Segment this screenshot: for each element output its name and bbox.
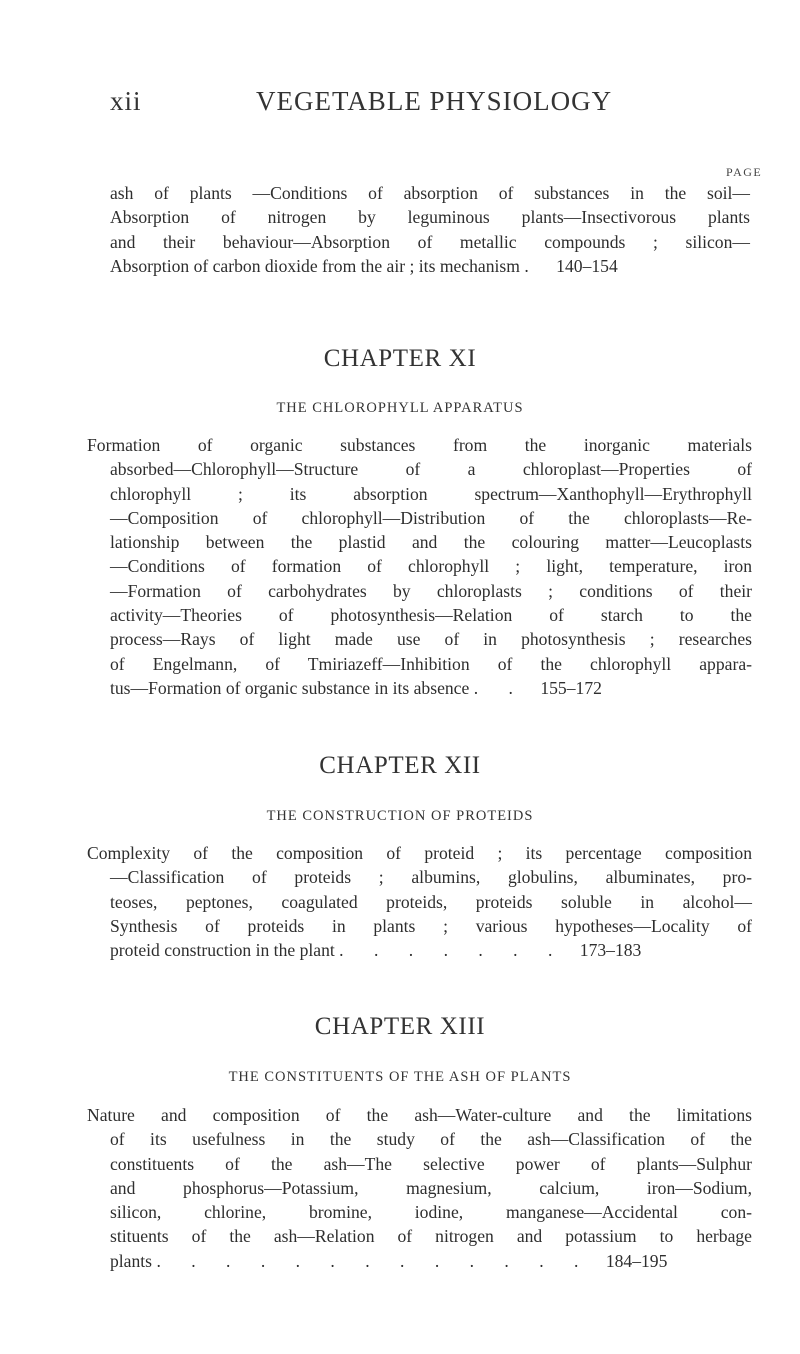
chapter-heading: CHAPTER XI xyxy=(323,345,477,372)
toc-entry-last-line xyxy=(110,676,752,700)
text-line: chlorophyll ; its absorption spectrum—Xanthophyll—Erythrophyll xyxy=(110,483,752,504)
chapter-heading: CHAPTER XII xyxy=(319,752,481,779)
page-range: 155–172 xyxy=(540,677,602,698)
dot-leader: . . . . . . . xyxy=(339,940,566,961)
toc-entry-last-line xyxy=(110,938,752,962)
chapter-heading: CHAPTER XIII xyxy=(314,1013,486,1040)
toc-entry-last-line xyxy=(110,1249,752,1273)
dot-leader: . . xyxy=(473,677,526,698)
running-title: VEGETABLE PHYSIOLOGY xyxy=(256,86,613,116)
text-line: teoses, peptones, coagulated proteids, proteids soluble in alcohol— xyxy=(110,891,752,912)
page-column-label: PAGE xyxy=(726,165,763,179)
text-line: tus—Formation of organic substance in its absence xyxy=(110,677,470,698)
continuation-paragraph xyxy=(110,181,750,278)
chapter-subtitle: THE CONSTRUCTION OF PROTEIDS xyxy=(266,808,534,824)
text-line: ash of plants —Conditions of absorption of substances in the soil— xyxy=(110,183,750,203)
text-line: Synthesis of proteids in plants ; various hypotheses—Locality of xyxy=(110,915,752,936)
chapter-summary xyxy=(87,433,752,700)
text-line: of Engelmann, of Tmiriazeff—Inhibition of the chlorophyll appara- xyxy=(110,653,752,674)
chapter-summary xyxy=(87,1103,752,1273)
text-line: and phosphorus—Potassium, magnesium, calcium, iron—Sodium, xyxy=(110,1177,752,1198)
text-line: —Classification of proteids ; albumins, globulins, albuminates, pro- xyxy=(110,867,752,888)
text-line: constituents of the ash—The selective power of plants—Sulphur xyxy=(110,1153,752,1174)
text-line: —Conditions of formation of chlorophyll ; light, temperature, iron xyxy=(110,556,752,577)
text-line: absorbed—Chlorophyll—Structure of a chloroplast—Properties of xyxy=(110,459,752,480)
chapter-summary xyxy=(87,841,752,962)
text-line: —Composition of chlorophyll—Distribution of the chloroplasts—Re- xyxy=(110,507,752,528)
text-line: Formation of organic substances from the inorganic materials xyxy=(87,435,752,455)
toc-entry-last-line xyxy=(110,254,750,278)
page-range: 184–195 xyxy=(605,1250,668,1271)
page-range: 173–183 xyxy=(579,940,642,961)
text-line: lationship between the plastid and the colouring matter—Leucoplasts xyxy=(110,532,752,553)
text-line: activity—Theories of photosynthesis—Relation of starch to the xyxy=(110,605,752,626)
text-line: and their behaviour—Absorption of metallic compounds ; silicon— xyxy=(110,231,750,252)
text-line: silicon, chlorine, bromine, iodine, manganese—Accidental con- xyxy=(110,1202,752,1223)
dot-leader: . . . . . . . . . . . . . xyxy=(156,1250,592,1271)
text-line: of its usefulness in the study of the ash—Classification of the xyxy=(110,1129,752,1150)
chapter-subtitle: THE CONSTITUENTS OF THE ASH OF PLANTS xyxy=(228,1069,572,1085)
chapter-subtitle: THE CHLOROPHYLL APPARATUS xyxy=(276,400,524,416)
text-line: —Formation of carbohydrates by chloroplasts ; conditions of their xyxy=(110,580,752,601)
text-line: plants xyxy=(110,1250,153,1271)
text-line: Absorption of nitrogen by leguminous plants—Insectivorous plants xyxy=(110,207,750,228)
text-line: Absorption of carbon dioxide from the air ; its mechanism xyxy=(110,255,520,276)
page-number: xii xyxy=(110,86,142,116)
text-line: process—Rays of light made use of in photosynthesis ; researches xyxy=(110,629,752,650)
dot-leader: . xyxy=(524,255,542,276)
text-line: Complexity of the composition of proteid ; its percentage composition xyxy=(87,843,752,863)
text-line: proteid construction in the plant xyxy=(110,940,335,961)
text-line: stituents of the ash—Relation of nitrogen and potassium to herbage xyxy=(110,1226,752,1247)
page-range: 140–154 xyxy=(556,255,618,276)
text-line: Nature and composition of the ash—Water-culture and the limitations xyxy=(87,1105,752,1125)
